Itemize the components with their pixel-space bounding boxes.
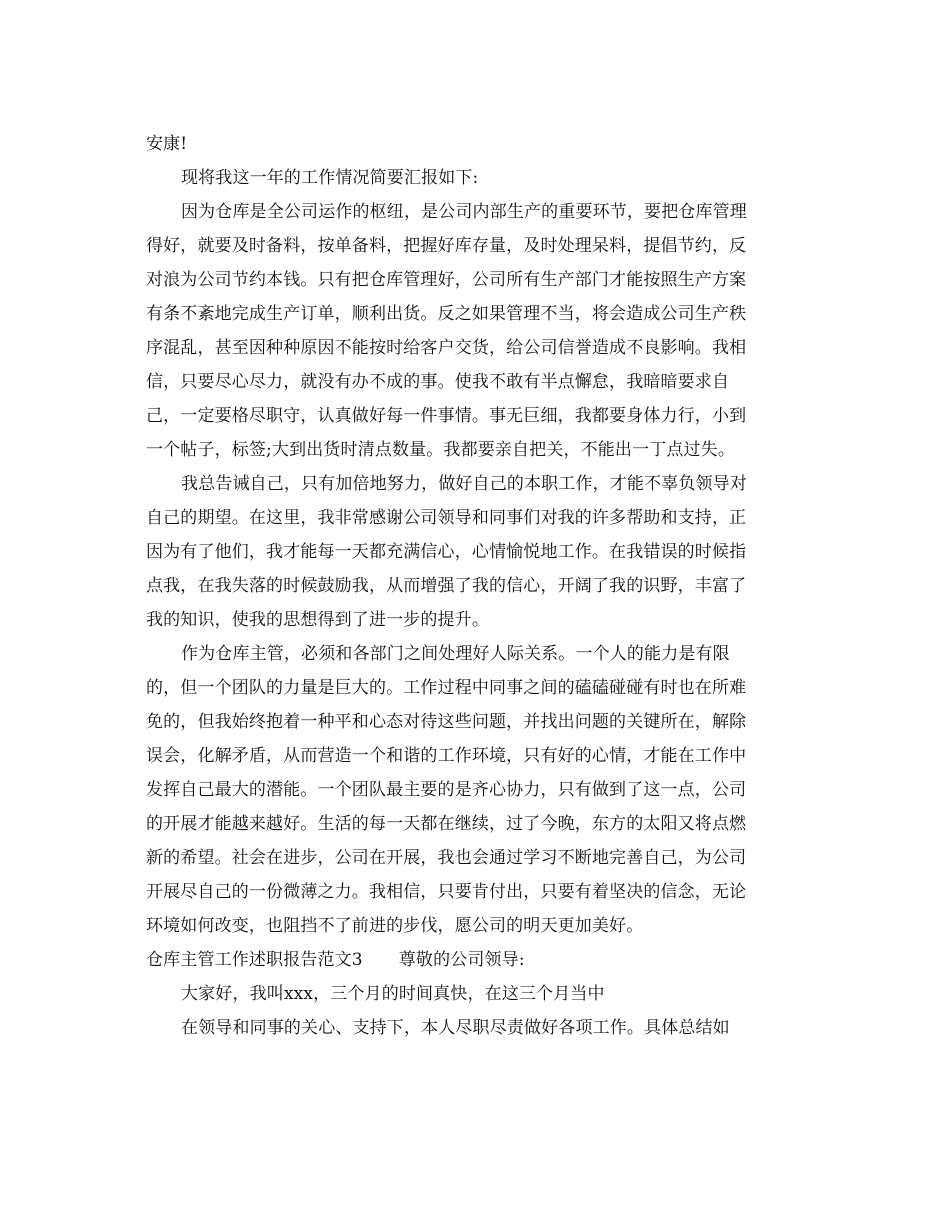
salutation: 尊敬的公司领导: (398, 950, 525, 970)
paragraph-1-line-8: 一个帖子，标签;大到出货时清点数量。我都要亲自把关，不能出一丁点过失。 (146, 440, 735, 460)
paragraph-1-line-4: 有条不紊地完成生产订单，顺利出货。反之如果管理不当，将会造成公司生产秩 (146, 304, 747, 324)
text-line: 安康! (146, 134, 188, 154)
paragraph-1-line-5: 序混乱，甚至因种种原因不能按时给客户交货，给公司信誉造成不良影响。我相 (146, 338, 747, 358)
paragraph-2-line-1: 我总告诫自己，只有加倍地努力，做好自己的本职工作，才能不辜负领导对 (181, 474, 747, 494)
paragraph-3-line-6: 的开展才能越来越好。生活的每一天都在继续，过了今晚，东方的太阳又将点燃 (146, 814, 747, 834)
closing-line-2: 在领导和同事的关心、支持下，本人尽职尽责做好各项工作。具体总结如 (181, 1018, 730, 1038)
closing-line-1: 大家好，我叫xxx，三个月的时间真快，在这三个月当中 (181, 984, 605, 1004)
paragraph-3-line-7: 新的希望。社会在进步，公司在开展，我也会通过学习不断地完善自己，为公司 (146, 848, 747, 868)
section-title: 仓库主管工作述职报告范文3 (146, 950, 363, 970)
paragraph-1-line-6: 信，只要尽心尽力，就没有办不成的事。使我不敢有半点懈怠，我暗暗要求自 (146, 372, 730, 392)
paragraph-1-line-7: 己，一定要格尽职守，认真做好每一件事情。事无巨细，我都要身体力行，小到 (146, 406, 747, 426)
paragraph-1-line-2: 得好，就要及时备料，按单备料，把握好库存量，及时处理呆料，提倡节约，反 (146, 236, 747, 256)
paragraph-2-line-2: 自己的期望。在这里，我非常感谢公司领导和同事们对我的许多帮助和支持，正 (146, 508, 747, 528)
paragraph-3-line-1: 作为仓库主管，必须和各部门之间处理好人际关系。一个人的能力是有限 (181, 644, 730, 664)
paragraph-1-line-3: 对浪为公司节约本钱。只有把仓库管理好，公司所有生产部门才能按照生产方案 (146, 270, 747, 290)
paragraph-3-line-4: 误会，化解矛盾，从而营造一个和谐的工作环境，只有好的心情，才能在工作中 (146, 746, 747, 766)
paragraph-3-line-8: 开展尽自己的一份微薄之力。我相信，只要肯付出，只要有着坚决的信念，无论 (146, 882, 747, 902)
paragraph-2-line-3: 因为有了他们，我才能每一天都充满信心，心情愉悦地工作。在我错误的时候指 (146, 542, 747, 562)
paragraph-3-line-5: 发挥自己最大的潜能。一个团队最主要的是齐心协力，只有做到了这一点，公司 (146, 780, 747, 800)
paragraph-intro: 现将我这一年的工作情况简要汇报如下: (181, 168, 479, 188)
paragraph-3-line-3: 免的，但我始终抱着一种平和心态对待这些问题，并找出问题的关键所在，解除 (146, 712, 747, 732)
paragraph-2-line-5: 我的知识，使我的思想得到了进一步的提升。 (146, 610, 489, 630)
section-heading-line (146, 943, 806, 977)
paragraph-3-line-9: 环境如何改变，也阻挡不了前进的步伐，愿公司的明天更加美好。 (146, 916, 644, 936)
document-body (146, 127, 806, 1045)
paragraph-3-line-2: 的，但一个团队的力量是巨大的。工作过程中同事之间的磕磕碰碰有时也在所难 (146, 678, 747, 698)
paragraph-1-line-1: 因为仓库是全公司运作的枢纽，是公司内部生产的重要环节，要把仓库管理 (181, 202, 747, 222)
paragraph-2-line-4: 点我，在我失落的时候鼓励我，从而增强了我的信心，开阔了我的识野，丰富了 (146, 576, 747, 596)
